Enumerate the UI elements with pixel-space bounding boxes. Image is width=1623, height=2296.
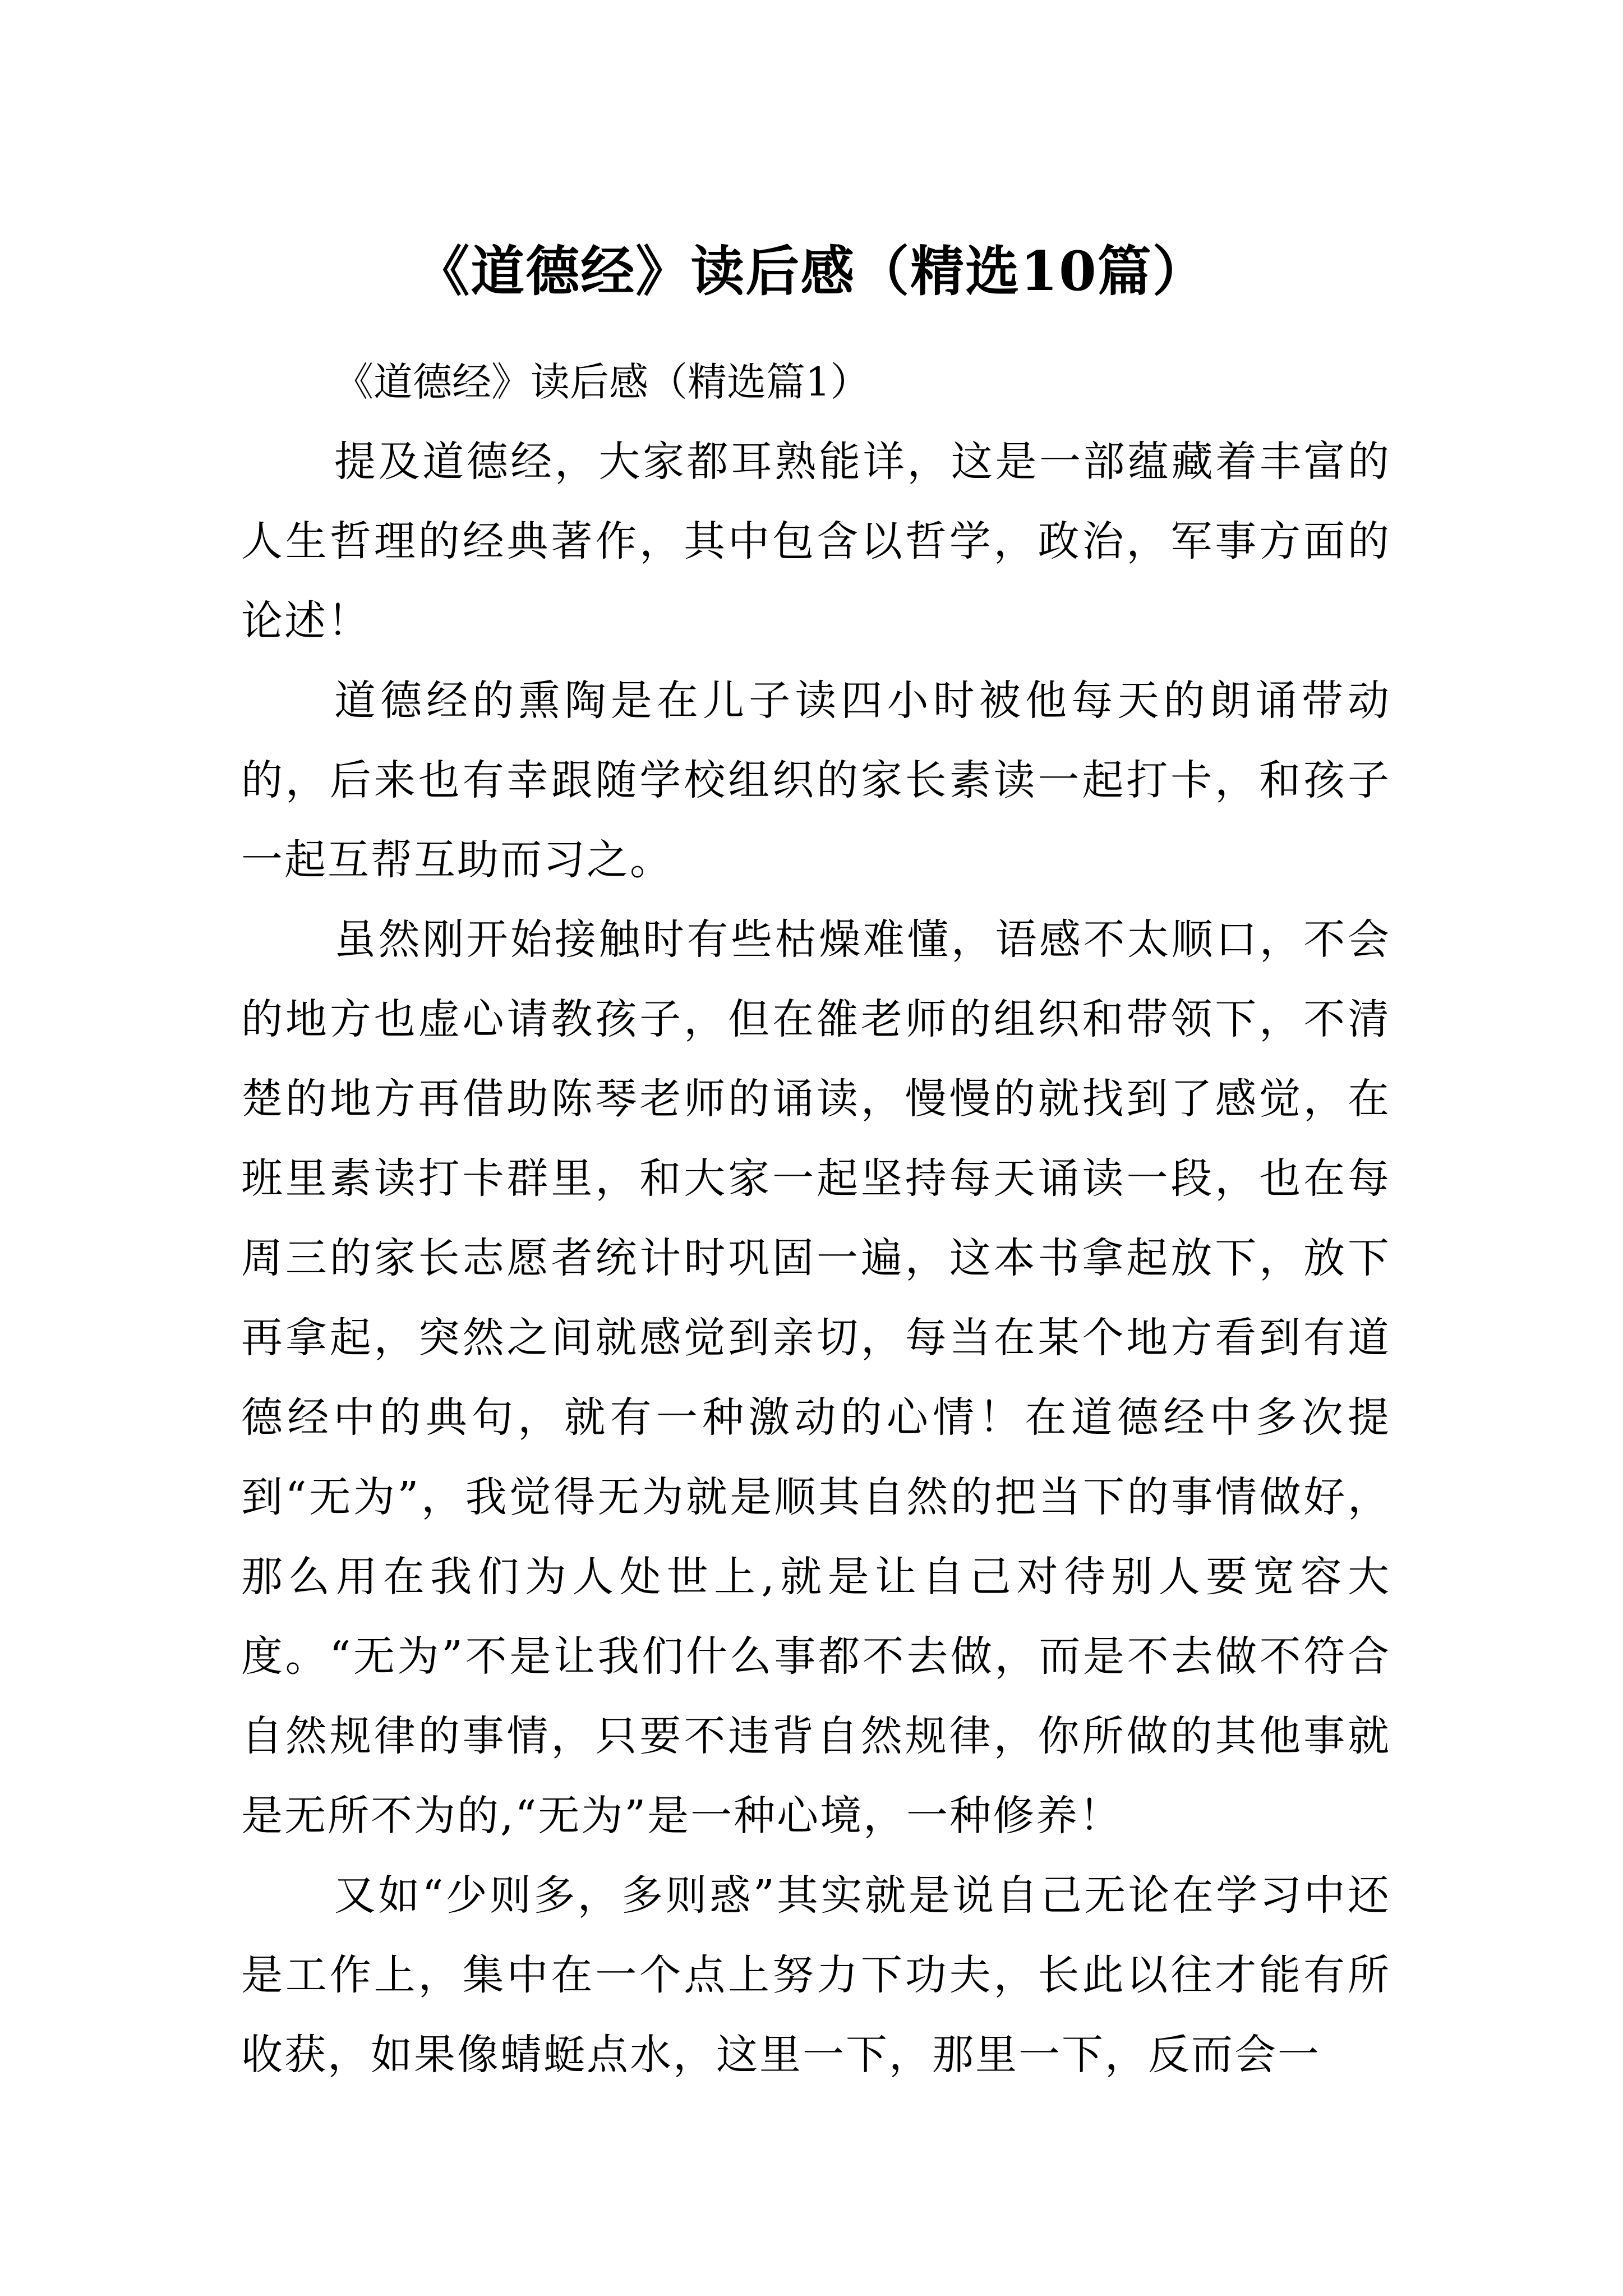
document-title: 《道德经》读后感（精选10篇） (416, 240, 1207, 303)
paragraph-1: 提及道德经，大家都耳熟能详，这是一部蕴藏着丰富的人生哲理的经典著作，其中包含以哲学，政治，军事方面的论述！ (241, 438, 1391, 645)
section-heading: 《道德经》读后感（精选篇1） (334, 359, 870, 405)
document-body (241, 342, 1391, 2095)
paragraph-4: 又如“少则多，多则惑”其实就是说自己无论在学习中还是工作上，集中在一个点上努力下功夫，长此以往才能有所收获，如果像蜻蜓点水，这里一下，那里一下，反而会一 (241, 1871, 1391, 2079)
paragraph-3: 虽然刚开始接触时有些枯燥难懂，语感不太顺口，不会的地方也虚心请教孩子，但在雒老师的组织和带领下，不清楚的地方再借助陈琴老师的诵读，慢慢的就找到了感觉，在班里素读打卡群里，和大家一起坚持每天诵读一段，也在每周三的家长志愿者统计时巩固一遍，这本书拿起放下，放下再拿起，突然之间就感觉到亲切，每当在某个地方看到有道德经中的典句，就有一种激动的心情！在道德经中多次提到“无为”，我觉得无为就是顺其自然的把当下的事情做好，那么用在我们为人处世上,就是让自己对待别人要宽容大度。“无为”不是让我们什么事都不去做，而是不去做不符合自然规律的事情，只要不违背自然规律，你所做的其他事就是无所不为的,“无为”是一种心境，一种修养！ (241, 915, 1391, 1840)
paragraph-2: 道德经的熏陶是在儿子读四小时被他每天的朗诵带动的，后来也有幸跟随学校组织的家长素读一起打卡，和孩子一起互帮互助而习之。 (241, 677, 1391, 884)
